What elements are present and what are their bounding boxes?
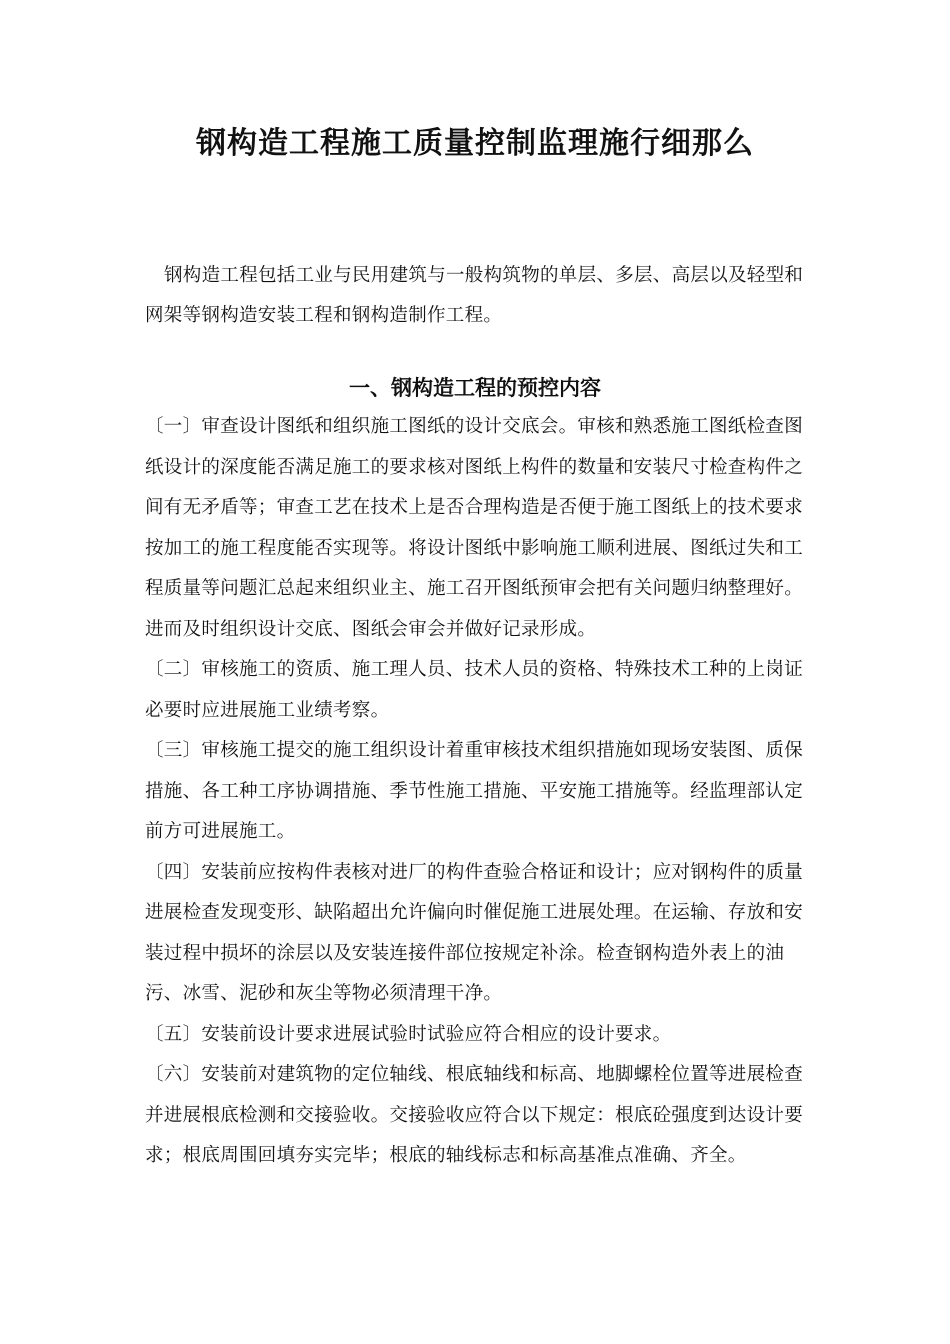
paragraph-1: 〔一〕审查设计图纸和组织施工图纸的设计交底会。审核和熟悉施工图纸检查图纸设计的深度能否满足施工的要求核对图纸上构件的数量和安装尺寸检查构件之间有无矛盾等；审查工艺在技术上是否合理构造是否便于施工图纸上的技术要求按加工的施工程度能否实现等。将设计图纸中影响施工顺利进展、图纸过失和工程质量等问题汇总起来组织业主、施工召开图纸预审会把有关问题归纳整理好。进而及时组织设计交底、图纸会审会并做好记录形成。 — [145, 416, 804, 640]
paragraph-3: 〔三〕审核施工提交的施工组织设计着重审核技术组织措施如现场安装图、质保措施、各工种工序协调措施、季节性施工措施、平安施工措施等。经监理部认定前方可进展施工。 — [145, 740, 804, 842]
paragraph-6: 〔六〕安装前对建筑物的定位轴线、根底轴线和标高、地脚螺栓位置等进展检查并进展根底检测和交接验收。交接验收应符合以下规定：根底砼强度到达设计要求；根底周围回填夯实完毕；根底的轴线标志和标高基准点准确、齐全。 — [145, 1064, 804, 1166]
paragraph-5: 〔五〕安装前设计要求进展试验时试验应符合相应的设计要求。 — [145, 1023, 672, 1045]
section-heading: 一、钢构造工程的预控内容 — [349, 375, 601, 400]
document-title: 钢构造工程施工质量控制监理施行细那么 — [196, 126, 754, 161]
paragraph-4: 〔四〕安装前应按构件表核对进厂的构件查验合格证和设计；应对钢构件的质量进展检查发现变形、缺陷超出允许偏向时催促施工进展处理。在运输、存放和安装过程中损坏的涂层以及安装连接件部位按规定补涂。检查钢构造外表上的油污、冰雪、泥砂和灰尘等物必须清理干净。 — [145, 861, 804, 1004]
paragraph-2: 〔二〕审核施工的资质、施工理人员、技术人员的资格、特殊技术工种的上岗证必要时应进展施工业绩考察。 — [145, 659, 804, 721]
section-body — [145, 407, 809, 1177]
intro-paragraph: 钢构造工程包括工业与民用建筑与一般构筑物的单层、多层、高层以及轻型和网架等钢构造安装工程和钢构造制作工程。 — [145, 265, 804, 326]
